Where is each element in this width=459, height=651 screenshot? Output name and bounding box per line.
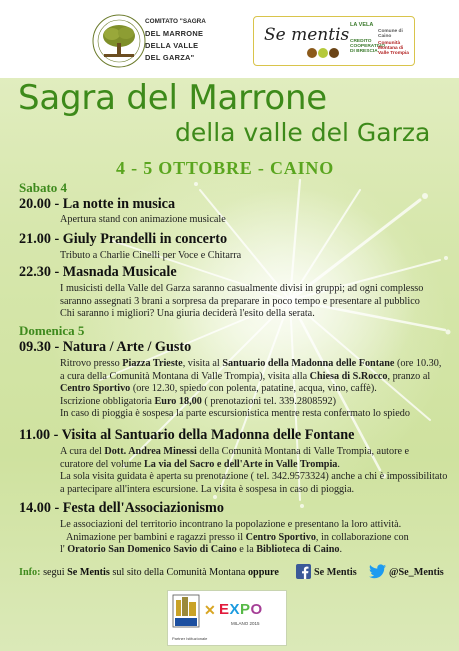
sponsor-credito: CREDITO COOPERATIVO DI BRESCIA — [350, 39, 386, 54]
page-title: Sagra del Marrone — [18, 78, 328, 118]
anci-logo-icon — [172, 594, 200, 628]
description-line: l' Oratorio San Domenico Savio di Caino e la Biblioteca di Caino. — [60, 544, 343, 556]
facebook-link[interactable]: Se Mentis — [314, 567, 357, 578]
description-line: A cura del Dott. Andrea Minessi della Comunità Montana di Valle Trompia, autore e — [60, 446, 410, 457]
comitato-line2: DEL MARRONE — [145, 29, 204, 38]
description-line: a cura della Comunità Montana di Valle Trompia), visita alla Chiesa di S.Rocco, pranzo al — [60, 370, 431, 382]
chestnut-tree-logo-icon — [90, 14, 148, 68]
description-line: La sola visita guidata è aperta su prenotazione ( tel. 342.9573324) anche a chi è impossibilitato — [60, 471, 448, 483]
day-label-sunday: Domenica 5 — [19, 323, 85, 338]
event-title: 21.00 - Giuly Prandelli in concerto — [19, 231, 228, 247]
event-title: 20.00 - La notte in musica — [19, 196, 176, 212]
description-line: Iscrizione obbligatoria Euro 18,00 ( prenotazioni tel. 339.2808592) — [60, 395, 336, 407]
info-label: Info: — [19, 567, 41, 578]
event-title: 09.30 - Natura / Arte / Gusto — [19, 339, 192, 355]
page-subtitle: della valle del Garza — [175, 118, 431, 147]
event-description — [60, 358, 450, 421]
description-line: In caso di pioggia è sospesa la parte escursionistica mentre resta confermato lo spiedo — [60, 408, 410, 420]
sponsor-box — [253, 16, 415, 66]
comitato-name — [145, 16, 245, 64]
twitter-link[interactable]: @Se_Mentis — [389, 567, 444, 578]
event-title: 11.00 - Visita al Santuario della Madonna delle Fontane — [19, 427, 355, 443]
description-line: a partecipare all'intera escursione. La visita è sospesa in caso di pioggia. — [60, 483, 355, 495]
se-mentis-logo: Se mentis — [264, 25, 350, 45]
chestnut-icon — [306, 47, 340, 59]
event-title: 14.00 - Festa dell'Associazionismo — [19, 500, 224, 516]
description-line: Le associazioni del territorio incontrano la popolazione e presentano la loro attività. — [60, 519, 402, 530]
facebook-icon[interactable] — [296, 564, 311, 579]
description-line: Ritrovo presso Piazza Trieste, visita al Santuario della Madonna delle Fontane (ore 10.30, — [60, 358, 442, 369]
sponsor-comunita: Comunità Montana di Valle Trompia — [378, 41, 409, 56]
description-line: curatore del volume La via del Sacro e dell'Arte in Valle Trompia. — [60, 458, 340, 470]
description-line: saranno assegnati 3 brani a sorpresa da preparare in poco tempo e presentare al pubblico — [60, 295, 420, 307]
event-description: Tributo a Charlie Cinelli per Voce e Chitarra — [60, 250, 242, 261]
partner-label: Partner Istituzionale — [172, 636, 208, 641]
times-mark-icon: ✕ — [204, 602, 216, 618]
comitato-line3: DELLA VALLE — [145, 41, 199, 50]
description-line: Chi saranno i migliori? Una giuria deciderà l'esito della serata. — [60, 308, 315, 320]
description-line: I musicisti della Valle del Garza saranno casualmente divisi in gruppi; ad ogni complesso — [60, 283, 424, 294]
comitato-line4: DEL GARZA" — [145, 53, 195, 62]
event-description — [60, 446, 450, 496]
expo-logo: EXPO — [219, 601, 263, 618]
expo-milano-label: MILANO 2015 — [231, 621, 260, 626]
comitato-line1: COMITATO "SAGRA — [145, 18, 206, 25]
description-line: Centro Sportivo (ore 12.30, spiedo con polenta, patatine, acqua, vino, caffè). — [60, 383, 377, 395]
event-description — [52, 519, 452, 557]
sponsor-comune: Comune di Caino — [378, 29, 403, 39]
event-description: Apertura stand con animazione musicale — [60, 214, 226, 225]
event-description — [60, 283, 423, 321]
description-line: Animazione per bambini e ragazzi presso il Centro Sportivo, in collaborazione con — [66, 531, 409, 543]
twitter-bird-icon[interactable] — [369, 564, 386, 579]
sponsor-vela: LA VELA — [350, 22, 374, 28]
footer-logos — [167, 590, 287, 646]
day-label-saturday: Sabato 4 — [19, 180, 68, 195]
header-band — [0, 0, 459, 78]
event-title: 22.30 - Masnada Musicale — [19, 264, 177, 280]
info-line: Info: segui Se Mentis sul sito della Comunità Montana oppure — [19, 567, 279, 578]
event-dates: 4 - 5 OTTOBRE - CAINO — [116, 158, 334, 178]
